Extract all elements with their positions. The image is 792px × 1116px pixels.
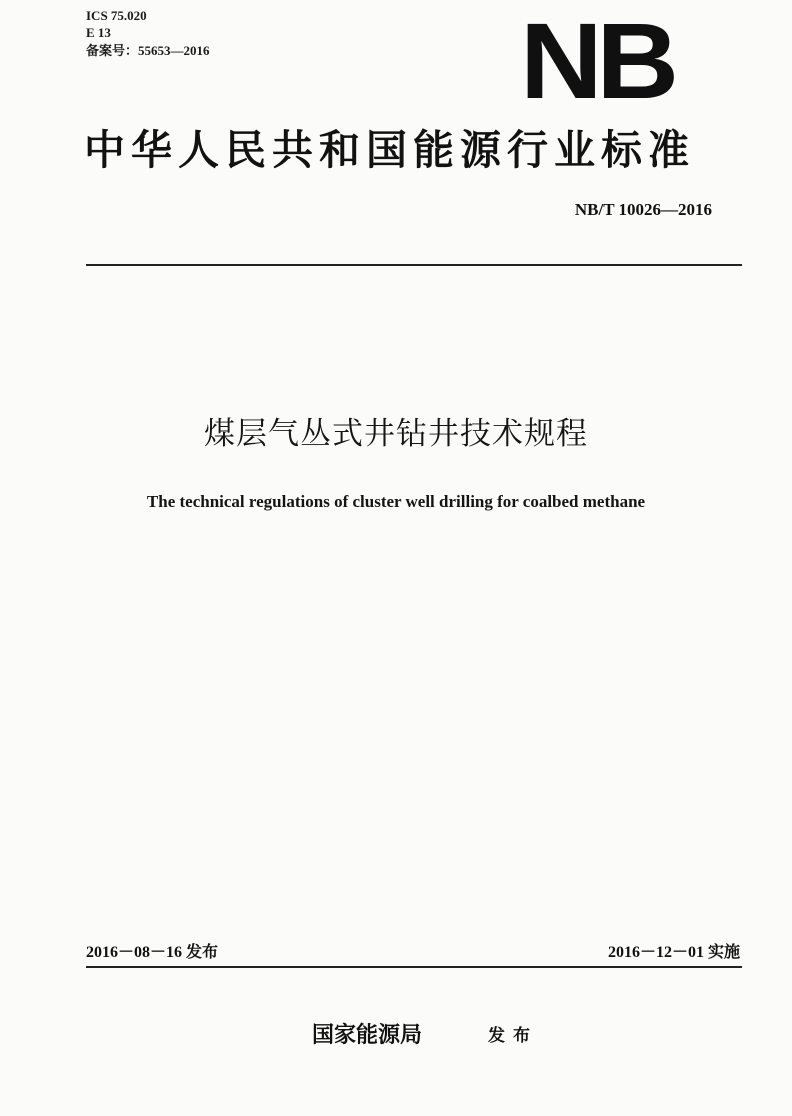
standard-banner: 中华人民共和国能源行业标准: [84, 126, 695, 174]
issue-date: 2016－08－16 发布: [86, 944, 219, 961]
registration-number: 备案号：55653—2016: [86, 43, 210, 58]
ccs-code: E 13: [86, 25, 111, 40]
publish-label: 发布: [488, 1026, 538, 1046]
nb-logo: NB: [520, 0, 673, 121]
standard-number: NB/T 10026—2016: [574, 200, 712, 219]
title-english: The technical regulations of cluster well drilling for coalbed methane: [146, 492, 646, 511]
publisher-name: 国家能源局: [312, 1022, 423, 1048]
top-divider: [86, 264, 742, 266]
ics-code: ICS 75.020: [86, 8, 147, 23]
implementation-date: 2016－12－01 实施: [607, 944, 740, 961]
bottom-divider: [86, 966, 742, 968]
title-chinese: 煤层气丛式井钻井技术规程: [204, 416, 588, 452]
